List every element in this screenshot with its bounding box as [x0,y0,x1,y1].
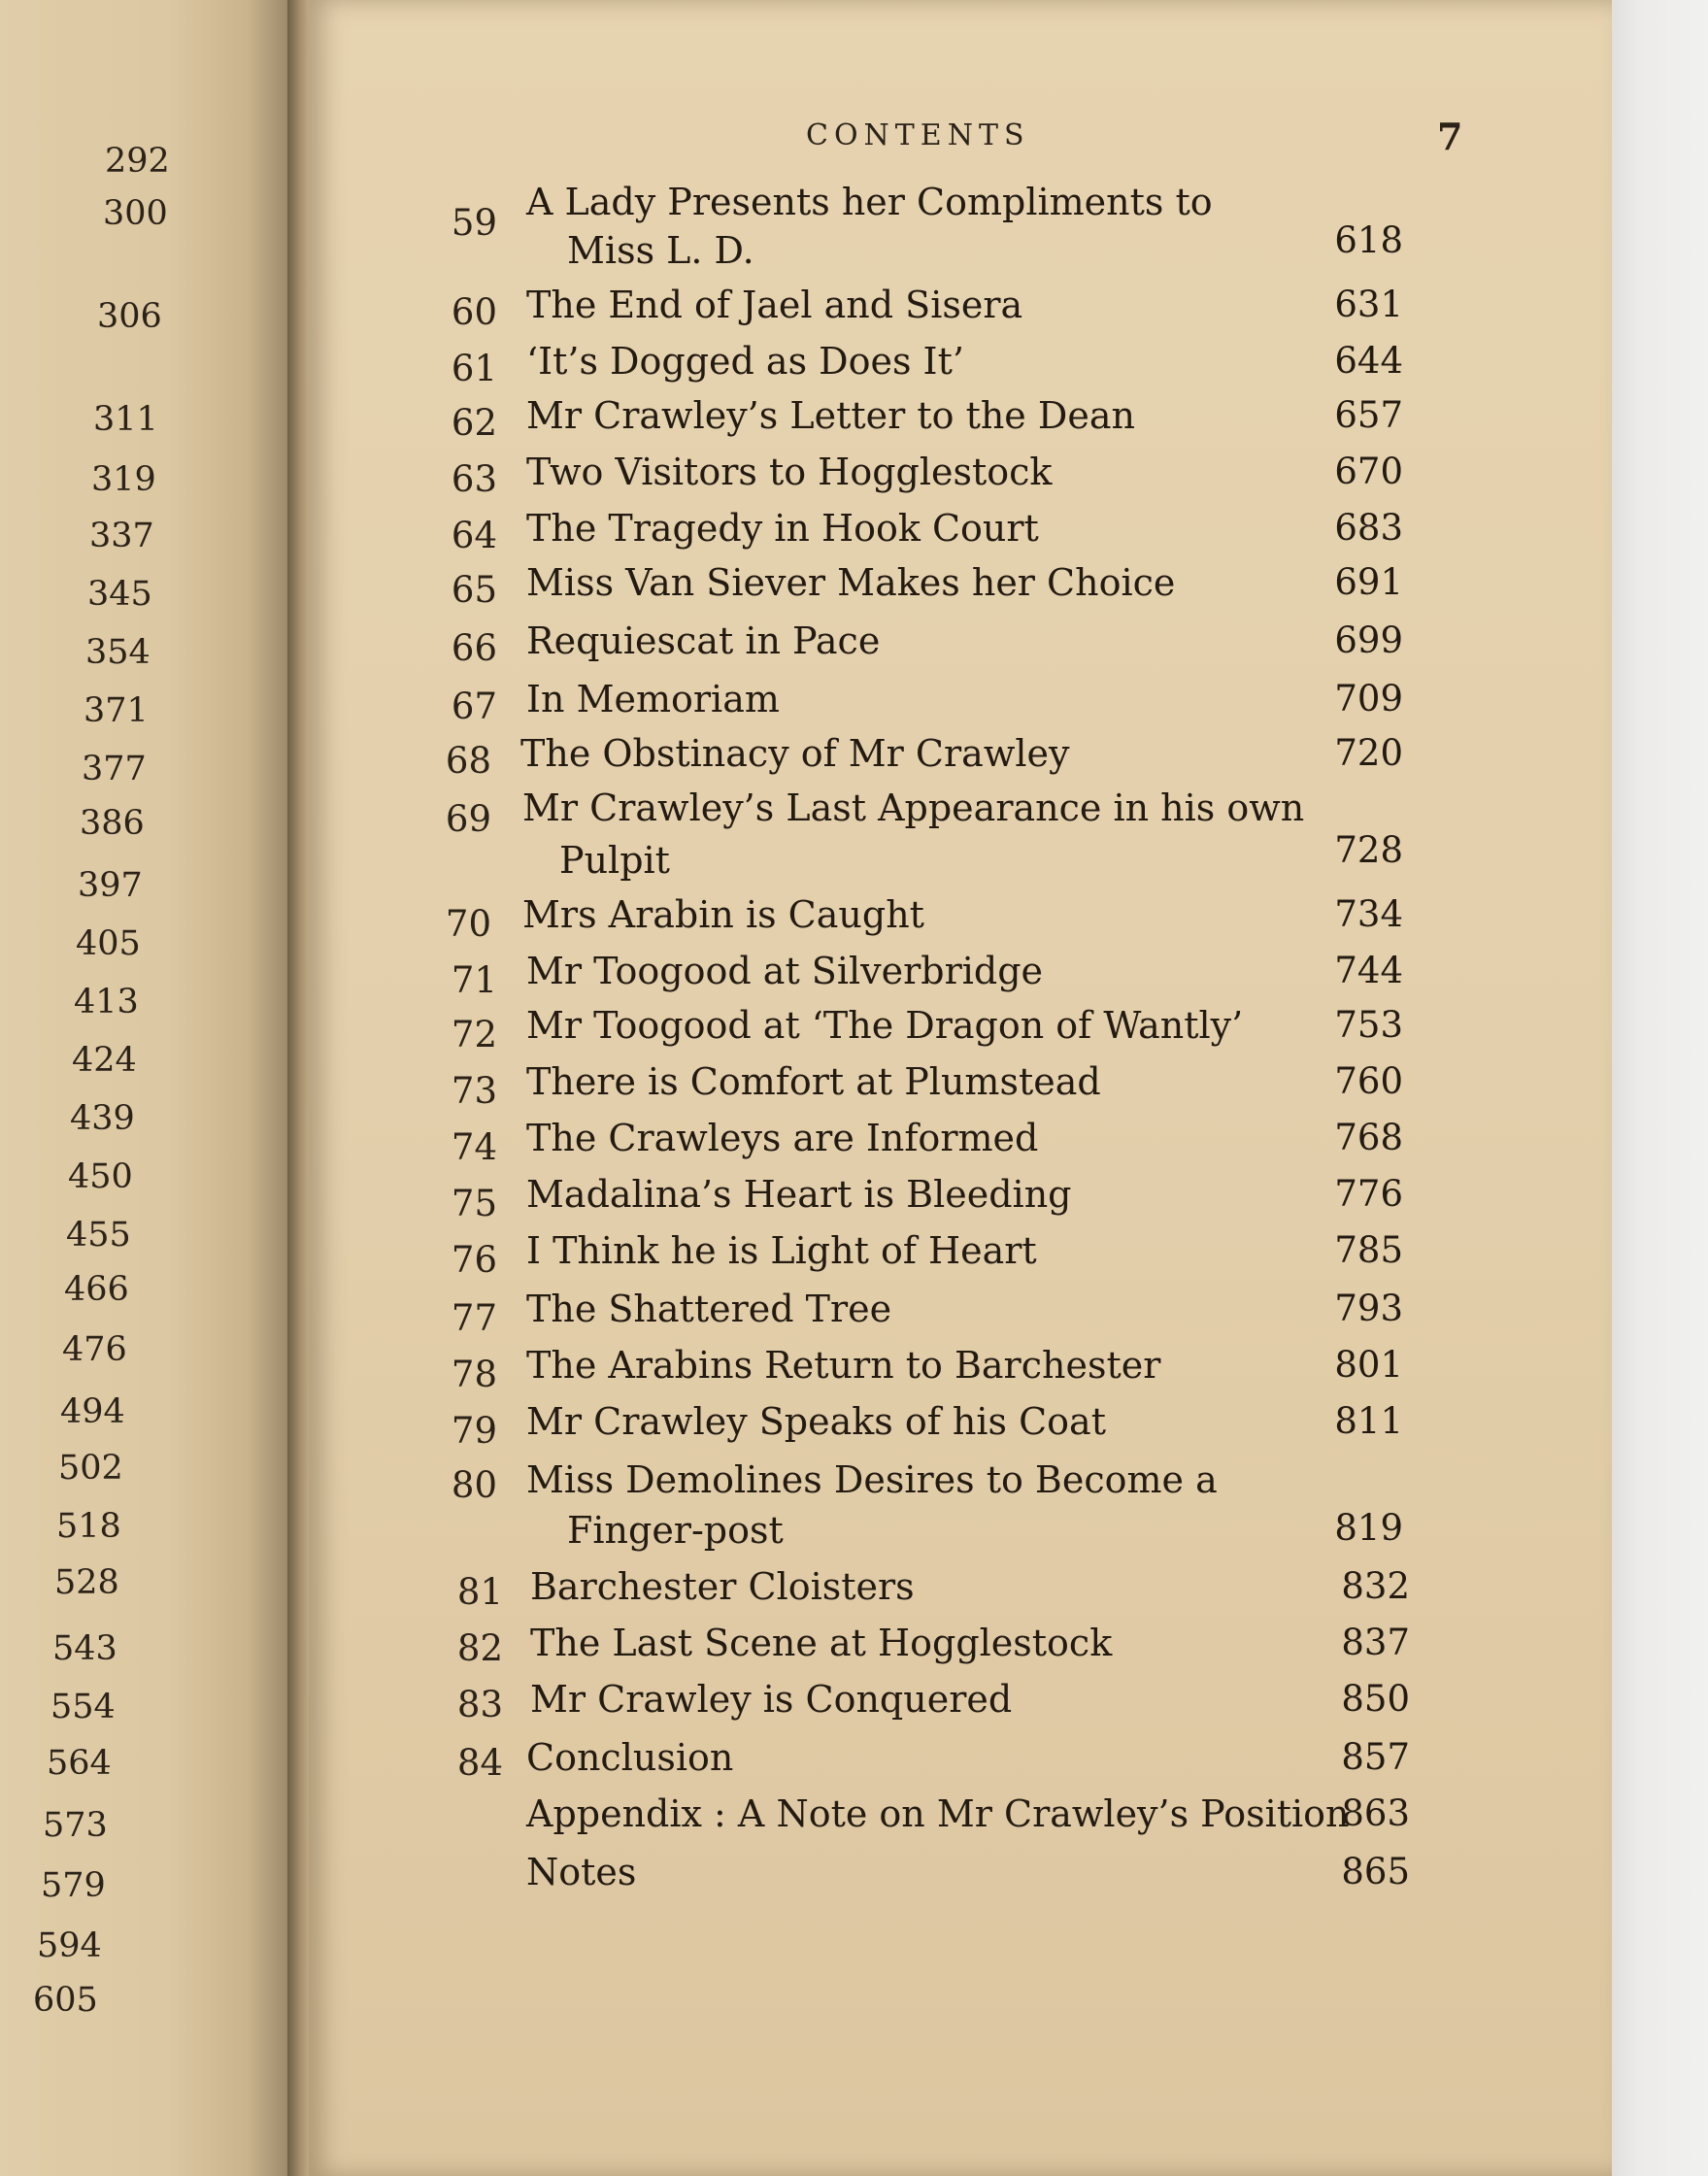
chapter-number: 67 [451,686,497,727]
chapter-page: 670 [1334,451,1403,492]
chapter-title: In Memoriam [526,678,780,720]
chapter-number: 79 [451,1410,497,1452]
chapter-number: 78 [451,1354,497,1395]
chapter-number: 61 [451,348,497,389]
chapter-title: A Lady Presents her Compliments to [526,181,1213,223]
notes-title: Notes [526,1851,637,1893]
chapter-title: Barchester Cloisters [530,1565,915,1608]
toc-entry [0,1400,1708,1452]
left-page-number: 337 [89,517,154,555]
chapter-number: 62 [451,402,497,444]
toc-entry [0,1288,1708,1339]
chapter-number: 75 [451,1183,497,1224]
chapter-number: 66 [451,627,497,669]
chapter-page: 801 [1334,1344,1403,1386]
toc-entry [0,1736,1708,1785]
chapter-title: Mr Crawley is Conquered [530,1678,1013,1721]
left-page-number: 386 [80,804,145,843]
toc-entry [0,561,1708,610]
left-page-number: 439 [70,1099,135,1138]
chapter-title: Miss Demolines Desires to Become a [526,1458,1218,1501]
left-page-number: 397 [78,866,143,905]
chapter-title: Mr Toogood at Silverbridge [526,950,1044,992]
chapter-page: 837 [1341,1622,1410,1663]
notes-page: 865 [1341,1851,1410,1892]
toc-entry [0,1060,1708,1112]
chapter-number: 74 [451,1126,497,1168]
chapter-number: 63 [451,458,497,500]
chapter-number: 65 [451,569,497,611]
chapter-page: 618 [1334,219,1403,261]
left-page-number: 476 [62,1330,127,1369]
chapter-page: 850 [1341,1678,1410,1720]
toc-entry [0,1851,1708,1899]
chapter-page: 699 [1334,619,1403,661]
chapter-title: Mrs Arabin is Caught [522,893,924,936]
appendix-page: 863 [1341,1792,1410,1834]
left-page-number: 494 [60,1392,125,1431]
left-page-number: 564 [47,1744,112,1783]
toc-entry [0,1565,1708,1614]
left-page-number: 518 [56,1507,121,1546]
chapter-page: 631 [1334,284,1403,325]
left-page-number: 605 [33,1981,98,2020]
chapter-number: 80 [451,1464,497,1506]
chapter-title: The Arabins Return to Barchester [526,1344,1161,1387]
chapter-title-continuation: Finger-post [567,1509,784,1552]
chapter-number: 81 [456,1571,503,1613]
chapter-title: Mr Crawley Speaks of his Coat [526,1400,1106,1443]
left-page-number: 354 [85,633,151,672]
chapter-page: 728 [1334,829,1403,871]
chapter-number: 69 [445,798,491,840]
left-page-number: 319 [91,460,156,499]
chapter-number: 64 [451,515,497,556]
chapter-title: Mr Toogood at ‘The Dragon of Wantly’ [526,1004,1244,1047]
chapter-page: 734 [1334,893,1403,935]
left-page-number: 579 [41,1866,106,1905]
toc-entry [0,1792,1708,1841]
left-page-number: 573 [43,1806,108,1845]
toc-entry [0,181,1708,272]
left-page-number: 554 [50,1688,116,1726]
left-page-number: 466 [64,1270,129,1309]
chapter-number: 76 [451,1239,497,1281]
chapter-title: The Shattered Tree [526,1288,892,1330]
chapter-page: 657 [1334,394,1403,436]
left-page-number: 594 [37,1926,102,1965]
running-head: CONTENTS [806,118,1030,152]
chapter-title: Mr Crawley’s Letter to the Dean [526,394,1135,437]
chapter-title: The Last Scene at Hogglestock [530,1622,1113,1664]
left-page-number: 502 [58,1449,123,1488]
chapter-title: There is Comfort at Plumstead [526,1060,1101,1103]
toc-entry [0,340,1708,388]
chapter-title: Miss Van Siever Makes her Choice [526,561,1176,604]
left-page-number: 377 [82,750,147,788]
left-page-number: 413 [74,983,139,1021]
toc-entry [0,1678,1708,1726]
chapter-page: 832 [1341,1565,1410,1607]
toc-entry [0,678,1708,726]
left-page-number: 424 [72,1041,137,1080]
toc-entry [0,950,1708,1001]
page-number: 7 [1437,115,1463,158]
chapter-page: 760 [1334,1060,1403,1102]
chapter-page: 776 [1334,1173,1403,1215]
chapter-number: 77 [451,1297,497,1339]
left-page-number: 306 [97,297,162,336]
toc-entry [0,1229,1708,1281]
toc-entry [0,507,1708,555]
chapter-page: 753 [1334,1004,1403,1046]
toc-entry [0,1117,1708,1168]
chapter-title: Two Visitors to Hogglestock [526,451,1053,493]
chapter-number: 70 [445,903,491,945]
toc-entry [0,732,1708,781]
chapter-title: Mr Crawley’s Last Appearance in his own [522,787,1305,829]
chapter-number: 71 [451,959,497,1001]
toc-entry [0,787,1708,882]
toc-entry [0,1004,1708,1053]
chapter-title: ‘It’s Dogged as Does It’ [526,340,964,383]
left-page-number: 292 [105,142,170,181]
chapter-number: 59 [451,202,497,244]
chapter-title: The Obstinacy of Mr Crawley [520,732,1070,775]
chapter-page: 768 [1334,1117,1403,1158]
toc-entry [0,1622,1708,1670]
chapter-page: 857 [1341,1736,1410,1778]
chapter-number: 73 [451,1070,497,1112]
chapter-title: Requiescat in Pace [526,619,881,662]
chapter-page: 811 [1334,1400,1403,1442]
chapter-number: 72 [451,1014,497,1055]
toc-entry [0,619,1708,668]
chapter-number: 82 [456,1627,503,1669]
left-page-number: 455 [66,1216,131,1255]
chapter-page: 709 [1334,678,1403,720]
chapter-title-continuation: Miss L. D. [567,229,754,272]
left-page-number: 371 [84,691,149,730]
chapter-page: 720 [1334,732,1403,774]
chapter-page: 793 [1334,1288,1403,1329]
chapter-page: 744 [1334,950,1403,991]
chapter-title: Conclusion [526,1736,734,1779]
chapter-number: 84 [456,1742,503,1784]
toc-entry [0,1344,1708,1395]
chapter-title-continuation: Pulpit [559,839,670,882]
toc-entry [0,451,1708,499]
chapter-title: Madalina’s Heart is Bleeding [526,1173,1072,1216]
left-page-number: 300 [103,194,168,233]
toc-entry [0,1173,1708,1222]
chapter-title: The End of Jael and Sisera [526,284,1023,326]
chapter-title: I Think he is Light of Heart [526,1229,1037,1272]
left-page-number: 405 [76,924,141,963]
chapter-title: The Tragedy in Hook Court [526,507,1039,550]
left-page-number: 311 [93,400,158,439]
left-page-number: 345 [87,575,152,614]
chapter-page: 644 [1334,340,1403,382]
toc-entry [0,394,1708,443]
chapter-title: The Crawleys are Informed [526,1117,1039,1159]
toc-entry [0,284,1708,332]
chapter-page: 683 [1334,507,1403,549]
chapter-page: 819 [1334,1507,1403,1549]
chapter-number: 60 [451,291,497,333]
left-page-number: 543 [52,1629,117,1668]
appendix-title: Appendix : A Note on Mr Crawley’s Position [526,1792,1350,1835]
chapter-number: 83 [456,1684,503,1725]
left-page-number: 528 [54,1563,119,1602]
left-page-number: 450 [68,1157,133,1196]
chapter-page: 691 [1334,561,1403,603]
chapter-page: 785 [1334,1229,1403,1271]
chapter-number: 68 [445,740,491,782]
